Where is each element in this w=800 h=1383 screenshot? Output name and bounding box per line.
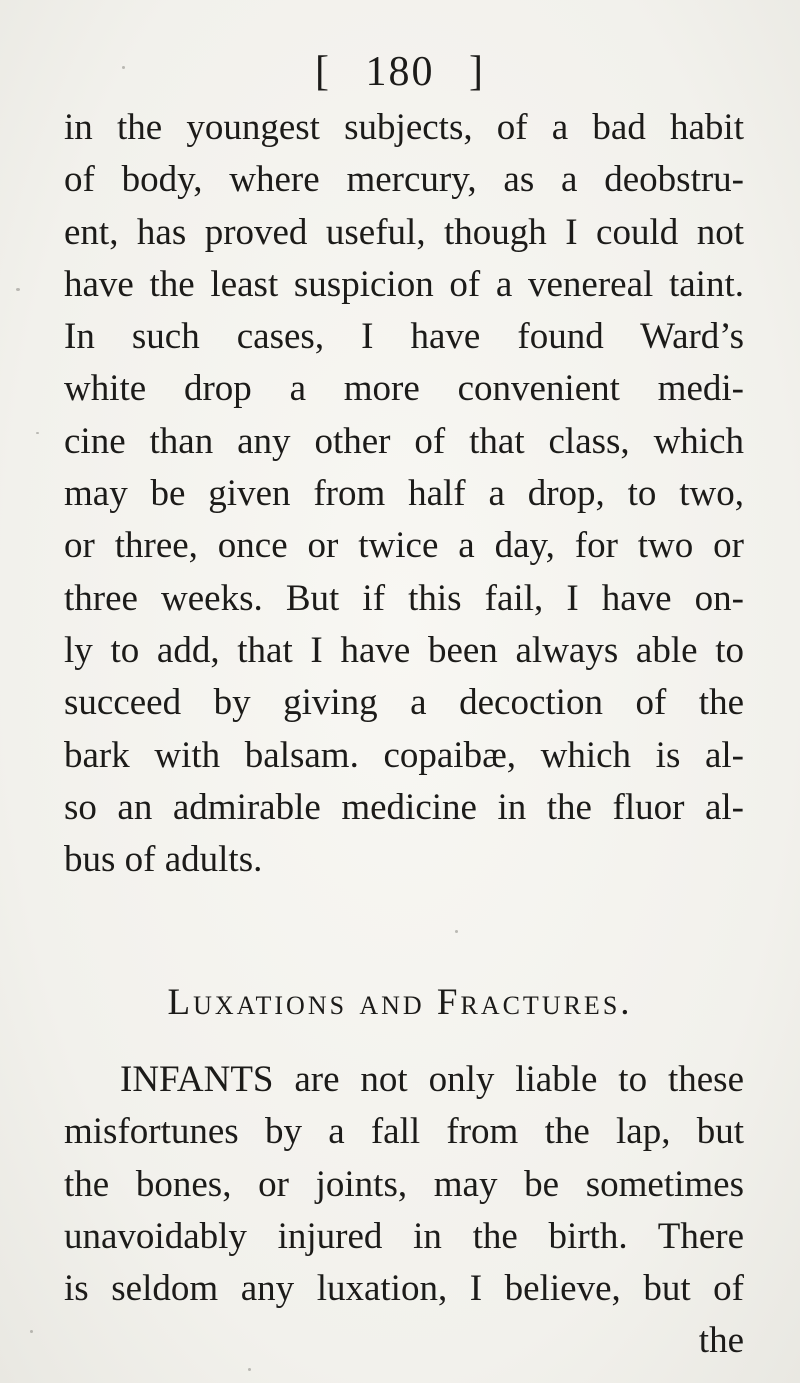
paragraph-section-start [64,1054,744,1368]
text-line: INFANTS are not only liable to these [120,1059,744,1100]
text-line: white drop a more convenient medi- [64,368,744,410]
text-line: In such cases, I have found Ward’s [64,316,744,358]
catchword: the [698,1320,744,1362]
text-line: ly to add, that I have been always able to [64,629,744,671]
page-number: [ 180 ] [315,49,485,95]
text-line: or three, once or twice a day, for two or [64,525,744,567]
section-heading: Luxations and Fractures. [167,982,633,1023]
text-line: in the youngest subjects, of a bad habit [64,107,744,148]
text-line: bark with balsam. copaibæ, which is al- [64,734,744,776]
text-line: may be given from half a drop, to two, [64,473,744,515]
text-line: three weeks. But if this fail, I have on- [64,577,744,619]
text-line: so an admirable medicine in the fluor al- [64,786,744,828]
text-line: ent, has proved useful, though I could not [64,211,744,253]
text-line: have the least suspicion of a venereal taint. [64,263,744,305]
text-line: succeed by giving a decoction of the [64,682,744,724]
paragraph-continuation [64,102,744,886]
paper-speck [16,288,20,291]
paper-speck [122,66,125,69]
text-line: of body, where mercury, as a deobstru- [64,159,744,201]
paper-speck [36,432,39,434]
text-line: is seldom any luxation, I believe, but of [64,1268,744,1310]
paper-speck [455,930,458,933]
text-line: cine than any other of that class, which [64,420,744,462]
text-line: misfortunes by a fall from the lap, but [64,1111,744,1153]
paper-speck [30,1330,33,1333]
text-line: the bones, or joints, may be sometimes [64,1163,744,1205]
paper-speck [248,1368,251,1371]
text-line: unavoidably injured in the birth. There [64,1215,744,1257]
text-line: bus of adults. [64,839,263,881]
